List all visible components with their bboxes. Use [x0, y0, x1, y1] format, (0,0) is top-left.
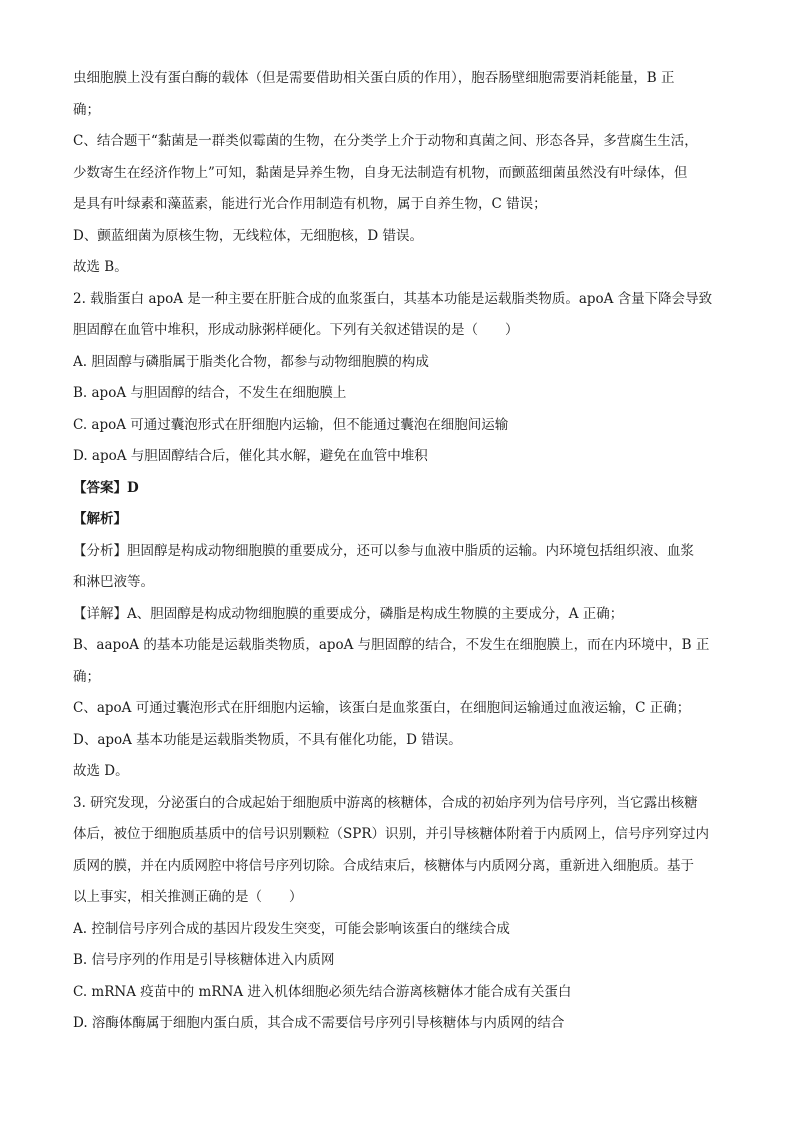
text-line: C、结合题干“黏菌是一群类似霉菌的生物，在分类学上介于动物和真菌之间、形态各异，多营腐生生活， — [73, 133, 698, 149]
question-2-option-a: A. 胆固醇与磷脂属于脂类化合物，都参与动物细胞膜的构成 — [73, 353, 429, 370]
detail-text: D、apoA 基本功能是运载脂类物质，不具有催化功能，D 错误。 — [73, 731, 462, 748]
document-page — [73, 63, 723, 1040]
detail-text: 故选 D。 — [73, 763, 129, 779]
question-2-option-b: B. apoA 与胆固醇的结合，不发生在细胞膜上 — [73, 385, 347, 401]
detail-text: C、apoA 可通过囊泡形式在肝细胞内运输，该蛋白是血浆蛋白，在细胞间运输通过血液运输，C 正确； — [73, 700, 691, 716]
analysis-text: 和淋巴液等。 — [73, 574, 154, 590]
text-line: 虫细胞膜上没有蛋白酶的载体（但是需要借助相关蛋白质的作用），胞吞肠壁细胞需要消耗能量，B 正 — [73, 70, 675, 86]
question-3-stem: 体后，被位于细胞质基质中的信号识别颗粒（SPR）识别，并引导核糖体附着于内质网上，信号序列穿过内 — [73, 826, 709, 842]
question-2-stem: 胆固醇在血管中堆积，形成动脉粥样硬化。下列有关叙述错误的是（ ） — [73, 322, 519, 338]
text-line: D、颤蓝细菌为原核生物，无线粒体，无细胞核，D 错误。 — [73, 227, 423, 244]
detail-text: 【详解】A、胆固醇是构成动物细胞膜的重要成分，磷脂是构成生物膜的主要成分，A 正确； — [73, 605, 624, 622]
detail-text: 确； — [73, 668, 100, 685]
question-2-option-c: C. apoA 可通过囊泡形式在肝细胞内运输，但不能通过囊泡在细胞间运输 — [73, 416, 509, 433]
question-2-stem: 2. 载脂蛋白 apoA 是一种主要在肝脏合成的血浆蛋白，其基本功能是运载脂类物质。apoA 含量下降会导致 — [73, 290, 713, 307]
question-2-option-d: D. apoA 与胆固醇结合后，催化其水解，避免在血管中堆积 — [73, 448, 428, 464]
question-3-option-a: A. 控制信号序列合成的基因片段发生突变，可能会影响该蛋白的继续合成 — [73, 920, 510, 937]
question-3-option-c: C. mRNA 疫苗中的 mRNA 进入机体细胞必须先结合游离核糖体才能合成有关蛋白 — [73, 983, 572, 1000]
analysis-text: 【分析】胆固醇是构成动物细胞膜的重要成分，还可以参与血液中脂质的运输。内环境包括组织液、血浆 — [73, 542, 694, 559]
question-3-stem: 3. 研究发现，分泌蛋白的合成起始于细胞质中游离的核糖体，合成的初始序列为信号序列，当它露出核糖 — [73, 794, 698, 811]
text-line: 确； — [73, 101, 100, 118]
question-3-option-b: B. 信号序列的作用是引导核糖体进入内质网 — [73, 952, 335, 968]
text-line: 是具有叶绿素和藻蓝素，能进行光合作用制造有机物，属于自养生物，C 错误； — [73, 196, 547, 212]
detail-text: B、aapoA 的基本功能是运载脂类物质，apoA 与胆固醇的结合，不发生在细胞膜上，而在内环境中，B 正 — [73, 637, 710, 653]
text-line: 故选 B。 — [73, 259, 128, 275]
analysis-label: 【解析】 — [73, 511, 127, 527]
question-3-option-d: D. 溶酶体酶属于细胞内蛋白质，其合成不需要信号序列引导核糖体与内质网的结合 — [73, 1015, 565, 1031]
question-3-stem: 以上事实，相关推测正确的是（ ） — [73, 889, 303, 905]
question-3-stem: 质网的膜，并在内质网腔中将信号序列切除。合成结束后，核糖体与内质网分离，重新进入细胞质。基于 — [73, 857, 694, 874]
answer-label: 【答案】D — [73, 479, 139, 496]
text-line: 少数寄生在经济作物上”可知，黏菌是异养生物，自身无法制造有机物，而颤蓝细菌虽然没有叶绿体，但 — [73, 164, 688, 181]
